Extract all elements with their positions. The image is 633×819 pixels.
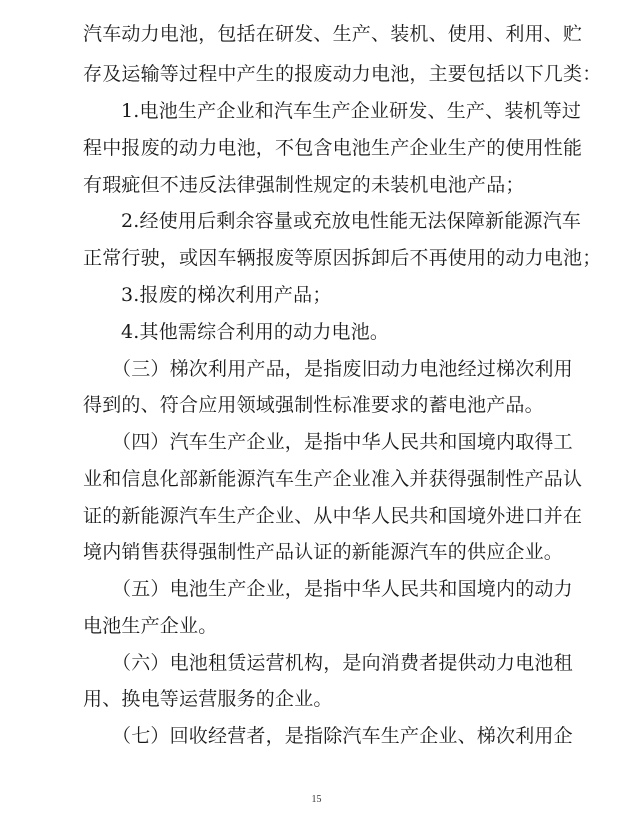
text-line: 电池生产企业。 — [83, 615, 218, 637]
text-line: （三）梯次利用产品，是指废旧动力电池经过梯次利用 — [112, 358, 573, 380]
text-line: （四）汽车生产企业，是指中华人民共和国境内取得工 — [112, 431, 573, 453]
text-line: 程中报废的动力电池，不包含电池生产企业生产的使用性能 — [83, 137, 583, 159]
text-line: 存及运输等过程中产生的报废动力电池，主要包括以下几类： — [83, 63, 602, 85]
text-line: 1.电池生产企业和汽车生产企业研发、生产、装机等过 — [121, 100, 582, 122]
text-line: 业和信息化部新能源汽车生产企业准入并获得强制性产品认 — [83, 468, 583, 490]
text-line: 3.报废的梯次利用产品； — [121, 284, 332, 306]
text-line: 境内销售获得强制性产品认证的新能源汽车的供应企业。 — [83, 541, 564, 563]
text-line: 4.其他需综合利用的动力电池。 — [121, 321, 390, 343]
page-number: 15 — [311, 794, 322, 805]
text-line: （七）回收经营者，是指除汽车生产企业、梯次利用企 — [112, 725, 573, 747]
text-line: 有瑕疵但不违反法律强制性规定的未装机电池产品； — [83, 174, 525, 196]
text-line: 正常行驶，或因车辆报废等原因拆卸后不再使用的动力电池； — [83, 247, 602, 269]
text-line: 汽车动力电池，包括在研发、生产、装机、使用、利用、贮 — [83, 23, 583, 45]
text-line: （六）电池租赁运营机构，是向消费者提供动力电池租 — [112, 652, 573, 674]
text-line: 证的新能源汽车生产企业、从中华人民共和国境外进口并在 — [83, 505, 583, 527]
text-line: 得到的、符合应用领域强制性标准要求的蓄电池产品。 — [83, 394, 544, 416]
text-line: （五）电池生产企业，是指中华人民共和国境内的动力 — [112, 578, 573, 600]
text-line: 用、换电等运营服务的企业。 — [83, 688, 333, 710]
text-line: 2.经使用后剩余容量或充放电性能无法保障新能源汽车 — [121, 210, 582, 232]
